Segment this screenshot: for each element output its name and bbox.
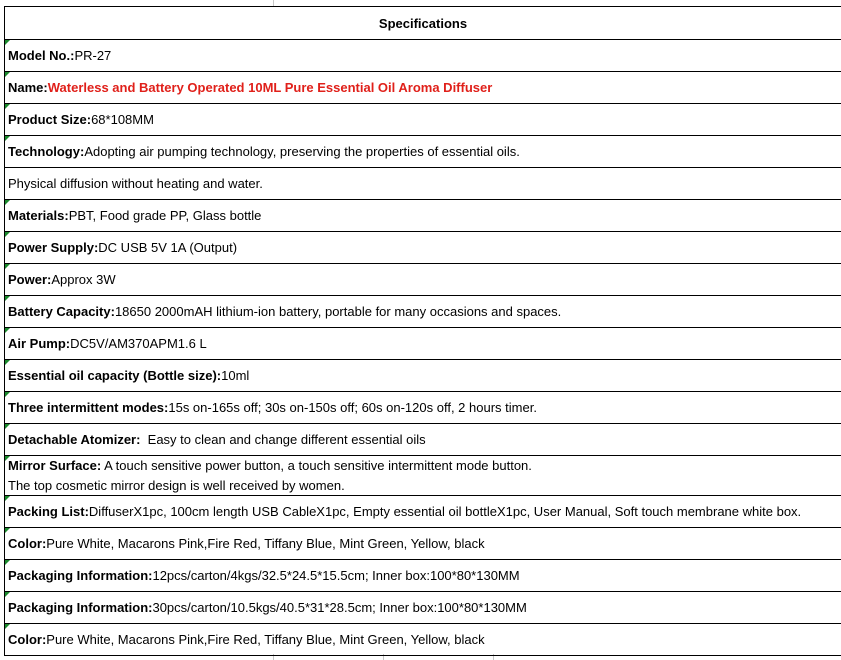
row-label: Packaging Information: [8, 600, 153, 615]
row-value: DiffuserX1pc, 100cm length USB CableX1pc, Empty essential oil bottleX1pc, User Manual, Soft touch membrane white box. [88, 504, 802, 519]
row-label: Color: [8, 536, 47, 551]
row-label: Detachable Atomizer: [8, 432, 141, 447]
table-row[interactable] [5, 232, 841, 264]
comment-marker-icon [5, 232, 10, 237]
table-row[interactable] [5, 200, 841, 232]
table-row[interactable] [5, 592, 841, 624]
comment-marker-icon [5, 392, 10, 397]
row-label: Power Supply: [8, 240, 99, 255]
row-label: Packing List: [8, 504, 89, 519]
table-row[interactable] [5, 424, 841, 456]
row-value: Approx 3W [51, 272, 116, 287]
row-label: Packaging Information: [8, 568, 153, 583]
row-value: PBT, Food grade PP, Glass bottle [68, 208, 262, 223]
row-value: Waterless and Battery Operated 10ML Pure Essential Oil Aroma Diffuser [47, 80, 493, 95]
row-label: Materials: [8, 208, 69, 223]
row-value: Pure White, Macarons Pink,Fire Red, Tiffany Blue, Mint Green, Yellow, black [46, 632, 485, 647]
comment-marker-icon [5, 592, 10, 597]
row-label: Essential oil capacity (Bottle size): [8, 368, 222, 383]
row-value: 15s on-165s off; 30s on-150s off; 60s on-120s off, 2 hours timer. [168, 400, 537, 415]
comment-marker-icon [5, 200, 10, 205]
row-label: Technology: [8, 144, 85, 159]
table-row[interactable] [5, 496, 841, 528]
row-label: Mirror Surface: [8, 457, 102, 473]
row-value: Pure White, Macarons Pink,Fire Red, Tiffany Blue, Mint Green, Yellow, black [46, 536, 485, 551]
comment-marker-icon [5, 40, 10, 45]
comment-marker-icon [5, 624, 10, 629]
table-row[interactable] [5, 296, 841, 328]
table-row[interactable] [5, 360, 841, 392]
comment-marker-icon [5, 560, 10, 565]
table-row[interactable] [5, 392, 841, 424]
comment-marker-icon [5, 424, 10, 429]
row-value: A touch sensitive power button, a touch sensitive intermittent mode button. [101, 457, 532, 473]
table-row[interactable] [5, 264, 841, 296]
row-value: 10ml [221, 368, 250, 383]
table-row[interactable] [5, 168, 841, 200]
row-label: Name: [8, 80, 48, 95]
row-label: Power: [8, 272, 52, 287]
row-value: Easy to clean and change different essential oils [140, 432, 426, 447]
row-value: 30pcs/carton/10.5kgs/40.5*31*28.5cm; Inner box:100*80*130MM [152, 600, 527, 615]
comment-marker-icon [5, 528, 10, 533]
row-label: Three intermittent modes: [8, 400, 169, 415]
table-row[interactable] [5, 104, 841, 136]
row-value: 18650 2000mAH lithium-ion battery, portable for many occasions and spaces. [114, 304, 562, 319]
table-row[interactable] [5, 72, 841, 104]
comment-marker-icon [5, 496, 10, 501]
row-value: DC USB 5V 1A (Output) [98, 240, 238, 255]
comment-marker-icon [5, 72, 10, 77]
row-value: 68*108MM [91, 112, 154, 127]
row-label: Model No.: [8, 48, 75, 63]
row-label: Color: [8, 632, 47, 647]
row-value: Physical diffusion without heating and water. [8, 176, 263, 191]
table-row[interactable] [5, 624, 841, 656]
row-label: Air Pump: [8, 336, 71, 351]
specifications-table [4, 6, 841, 656]
comment-marker-icon [5, 360, 10, 365]
table-row[interactable] [5, 560, 841, 592]
row-label: Battery Capacity: [8, 304, 115, 319]
comment-marker-icon [5, 264, 10, 269]
row-value: 12pcs/carton/4kgs/32.5*24.5*15.5cm; Inner box:100*80*130MM [152, 568, 520, 583]
comment-marker-icon [5, 328, 10, 333]
table-row[interactable] [5, 328, 841, 360]
table-header[interactable] [5, 6, 841, 40]
table-row[interactable] [5, 40, 841, 72]
row-value-line2: The top cosmetic mirror design is well received by women. [8, 477, 345, 493]
comment-marker-icon [5, 456, 10, 461]
comment-marker-icon [5, 296, 10, 301]
row-value: Adopting air pumping technology, preserving the properties of essential oils. [84, 144, 520, 159]
comment-marker-icon [5, 104, 10, 109]
row-value: PR-27 [74, 48, 112, 63]
row-label: Product Size: [8, 112, 92, 127]
table-row[interactable] [5, 528, 841, 560]
table-row[interactable] [5, 456, 841, 496]
row-value: DC5V/AM370APM1.6 L [70, 336, 207, 351]
table-row[interactable] [5, 136, 841, 168]
comment-marker-icon [5, 136, 10, 141]
header-title: Specifications [378, 15, 468, 31]
